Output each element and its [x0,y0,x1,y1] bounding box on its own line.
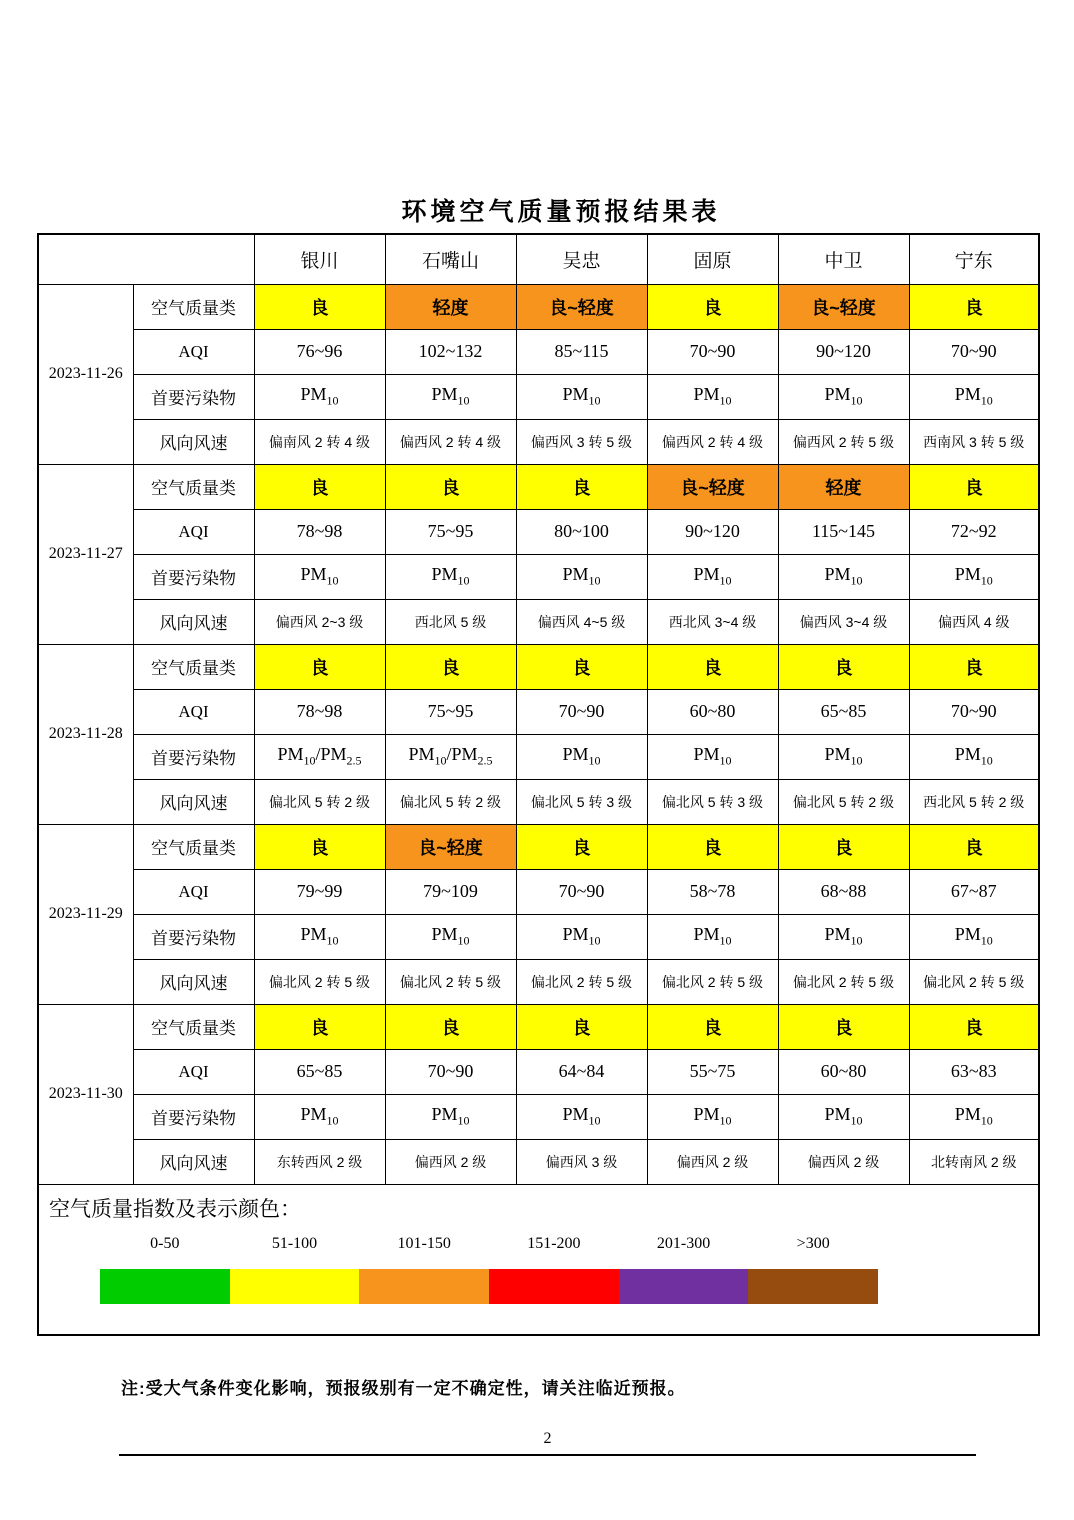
quality-cell: 良~轻度 [647,464,778,509]
aqi-cell: 70~90 [909,329,1039,374]
city-header-1: 石嘴山 [385,234,516,284]
row-label-pollutant: 首要污染物 [133,914,254,959]
city-header-2: 吴忠 [516,234,647,284]
aqi-cell: 60~80 [647,689,778,734]
pollutant-cell: $PM_{10}$ [647,374,778,419]
wind-cell: 西南风 3 转 5 级 [909,419,1039,464]
row-label-pollutant: 首要污染物 [133,734,254,779]
wind-cell: 偏西风 4~5 级 [516,599,647,644]
date-cell: 2023-11-26 [38,284,133,464]
quality-cell: 良 [647,284,778,329]
wind-cell: 偏北风 2 转 5 级 [909,959,1039,1004]
pollutant-cell: $PM_{10}$ [778,1094,909,1139]
wind-cell: 偏西风 3 级 [516,1139,647,1184]
corner-cell [38,234,254,284]
pollutant-cell: $PM_{10}/PM_{2.5}$ [385,734,516,779]
wind-cell: 东转西风 2 级 [254,1139,385,1184]
quality-cell: 良 [385,464,516,509]
aqi-color-swatch [748,1269,878,1304]
aqi-cell: 78~98 [254,689,385,734]
pollutant-cell: $PM_{10}$ [254,374,385,419]
pollutant-cell: $PM_{10}$ [254,914,385,959]
pollutant-cell: $PM_{10}$ [647,734,778,779]
aqi-cell: 70~90 [909,689,1039,734]
pollutant-cell: $PM_{10}$ [254,1094,385,1139]
legend-range-label: 101-150 [397,1234,451,1252]
pollutant-cell: $PM_{10}$ [516,914,647,959]
quality-cell: 良 [254,1004,385,1049]
wind-row [38,779,1039,824]
wind-cell: 偏北风 5 转 2 级 [778,779,909,824]
page-number: 2 [543,1430,552,1447]
quality-cell: 良 [516,464,647,509]
pollutant-cell: $PM_{10}$ [909,554,1039,599]
quality-row [38,284,1039,329]
aqi-cell: 70~90 [516,869,647,914]
quality-cell: 良~轻度 [385,824,516,869]
aqi-cell: 75~95 [385,689,516,734]
row-label-pollutant: 首要污染物 [133,374,254,419]
quality-cell: 良 [516,1004,647,1049]
aqi-cell: 72~92 [909,509,1039,554]
quality-cell: 良 [385,644,516,689]
quality-cell: 良 [254,284,385,329]
wind-row [38,959,1039,1004]
pollutant-cell: $PM_{10}$ [254,554,385,599]
date-cell: 2023-11-29 [38,824,133,1004]
pollutant-cell: $PM_{10}$ [909,914,1039,959]
quality-cell: 良 [909,284,1039,329]
quality-cell: 良 [647,824,778,869]
quality-cell: 良~轻度 [778,284,909,329]
wind-cell: 偏北风 5 转 2 级 [385,779,516,824]
pollutant-row [38,734,1039,779]
quality-cell: 良 [254,824,385,869]
legend-range-labels [100,1235,878,1253]
aqi-row [38,869,1039,914]
quality-row [38,464,1039,509]
quality-cell: 良 [254,464,385,509]
legend-row [38,1184,1039,1335]
quality-cell: 轻度 [778,464,909,509]
wind-row [38,419,1039,464]
city-header-3: 固原 [647,234,778,284]
row-label-aqi: AQI [133,329,254,374]
wind-cell: 偏西风 2 级 [647,1139,778,1184]
quality-cell: 良 [778,824,909,869]
aqi-cell: 65~85 [254,1049,385,1094]
legend-range-label: 201-300 [656,1234,711,1252]
wind-cell: 偏西风 3 转 5 级 [516,419,647,464]
aqi-cell: 70~90 [516,689,647,734]
wind-cell: 偏北风 2 转 5 级 [254,959,385,1004]
date-cell: 2023-11-30 [38,1004,133,1184]
wind-cell: 偏西风 3~4 级 [778,599,909,644]
legend-color-bar [100,1269,878,1304]
aqi-color-swatch [359,1269,489,1304]
quality-cell: 良 [647,644,778,689]
air-quality-forecast-table [37,233,1040,1336]
footnote: 注:受大气条件变化影响，预报级别有一定不确定性，请关注临近预报。 [121,1379,686,1398]
aqi-cell: 102~132 [385,329,516,374]
pollutant-cell: $PM_{10}$ [385,374,516,419]
aqi-cell: 78~98 [254,509,385,554]
wind-cell: 偏北风 2 转 5 级 [647,959,778,1004]
quality-cell: 良 [254,644,385,689]
quality-cell: 良 [909,1004,1039,1049]
aqi-cell: 60~80 [778,1049,909,1094]
quality-cell: 良 [516,824,647,869]
city-header-0: 银川 [254,234,385,284]
legend-range-label: >300 [796,1234,830,1252]
row-label-aqi: AQI [133,689,254,734]
aqi-cell: 80~100 [516,509,647,554]
row-label-pollutant: 首要污染物 [133,554,254,599]
footer-rule [119,1454,976,1456]
aqi-cell: 79~109 [385,869,516,914]
aqi-cell: 75~95 [385,509,516,554]
wind-cell: 偏西风 2~3 级 [254,599,385,644]
wind-row [38,599,1039,644]
aqi-cell: 90~120 [647,509,778,554]
aqi-color-swatch [100,1269,230,1304]
wind-cell: 偏北风 5 转 2 级 [254,779,385,824]
row-label-aqi: AQI [133,869,254,914]
pollutant-cell: $PM_{10}$ [516,554,647,599]
date-cell: 2023-11-28 [38,644,133,824]
quality-row [38,644,1039,689]
aqi-cell: 58~78 [647,869,778,914]
quality-cell: 良~轻度 [516,284,647,329]
row-label-quality: 空气质量类 [133,824,254,869]
wind-cell: 偏北风 2 转 5 级 [516,959,647,1004]
wind-cell: 偏西风 4 级 [909,599,1039,644]
aqi-cell: 70~90 [647,329,778,374]
pollutant-cell: $PM_{10}/PM_{2.5}$ [254,734,385,779]
pollutant-cell: $PM_{10}$ [778,374,909,419]
quality-cell: 良 [778,644,909,689]
row-label-quality: 空气质量类 [133,284,254,329]
pollutant-row [38,914,1039,959]
row-label-aqi: AQI [133,509,254,554]
row-label-quality: 空气质量类 [133,644,254,689]
pollutant-cell: $PM_{10}$ [516,1094,647,1139]
pollutant-cell: $PM_{10}$ [778,554,909,599]
quality-cell: 良 [516,644,647,689]
wind-cell: 偏北风 5 转 3 级 [647,779,778,824]
pollutant-cell: $PM_{10}$ [516,374,647,419]
quality-cell: 轻度 [385,284,516,329]
wind-cell: 偏北风 5 转 3 级 [516,779,647,824]
quality-cell: 良 [909,824,1039,869]
aqi-cell: 65~85 [778,689,909,734]
pollutant-cell: $PM_{10}$ [647,1094,778,1139]
aqi-cell: 64~84 [516,1049,647,1094]
quality-cell: 良 [385,1004,516,1049]
pollutant-cell: $PM_{10}$ [778,914,909,959]
aqi-row [38,329,1039,374]
row-label-aqi: AQI [133,1049,254,1094]
row-label-wind: 风向风速 [133,419,254,464]
aqi-cell: 68~88 [778,869,909,914]
wind-cell: 北转南风 2 级 [909,1139,1039,1184]
pollutant-row [38,1094,1039,1139]
aqi-cell: 63~83 [909,1049,1039,1094]
pollutant-row [38,554,1039,599]
wind-row [38,1139,1039,1184]
aqi-row [38,1049,1039,1094]
aqi-color-swatch [230,1269,360,1304]
aqi-row [38,509,1039,554]
quality-cell: 良 [647,1004,778,1049]
city-header-4: 中卫 [778,234,909,284]
wind-cell: 偏北风 2 转 5 级 [778,959,909,1004]
legend-range-label: 151-200 [527,1234,581,1252]
aqi-cell: 67~87 [909,869,1039,914]
aqi-color-legend [39,1185,1038,1334]
aqi-cell: 90~120 [778,329,909,374]
date-cell: 2023-11-27 [38,464,133,644]
quality-cell: 良 [778,1004,909,1049]
pollutant-cell: $PM_{10}$ [647,914,778,959]
pollutant-cell: $PM_{10}$ [909,374,1039,419]
pollutant-cell: $PM_{10}$ [778,734,909,779]
row-label-wind: 风向风速 [133,959,254,1004]
quality-cell: 良 [909,464,1039,509]
aqi-color-swatch [619,1269,749,1304]
aqi-cell: 55~75 [647,1049,778,1094]
wind-cell: 西北风 3~4 级 [647,599,778,644]
row-label-pollutant: 首要污染物 [133,1094,254,1139]
wind-cell: 偏南风 2 转 4 级 [254,419,385,464]
legend-range-label: 0-50 [150,1234,180,1252]
table-header-row [38,234,1039,284]
wind-cell: 西北风 5 转 2 级 [909,779,1039,824]
pollutant-cell: $PM_{10}$ [909,1094,1039,1139]
aqi-color-swatch [489,1269,619,1304]
wind-cell: 偏西风 2 级 [385,1139,516,1184]
aqi-cell: 79~99 [254,869,385,914]
quality-row [38,1004,1039,1049]
row-label-quality: 空气质量类 [133,464,254,509]
row-label-wind: 风向风速 [133,599,254,644]
pollutant-cell: $PM_{10}$ [516,734,647,779]
row-label-wind: 风向风速 [133,779,254,824]
quality-cell: 良 [909,644,1039,689]
aqi-cell: 85~115 [516,329,647,374]
pollutant-cell: $PM_{10}$ [385,1094,516,1139]
pollutant-cell: $PM_{10}$ [385,554,516,599]
pollutant-cell: $PM_{10}$ [647,554,778,599]
wind-cell: 西北风 5 级 [385,599,516,644]
wind-cell: 偏西风 2 级 [778,1139,909,1184]
aqi-cell: 76~96 [254,329,385,374]
aqi-cell: 70~90 [385,1049,516,1094]
row-label-quality: 空气质量类 [133,1004,254,1049]
wind-cell: 偏北风 2 转 5 级 [385,959,516,1004]
city-header-5: 宁东 [909,234,1039,284]
legend-range-label: 51-100 [271,1234,318,1252]
aqi-row [38,689,1039,734]
aqi-cell: 115~145 [778,509,909,554]
legend-cell [38,1184,1039,1335]
wind-cell: 偏西风 2 转 4 级 [385,419,516,464]
pollutant-cell: $PM_{10}$ [909,734,1039,779]
wind-cell: 偏西风 2 转 4 级 [647,419,778,464]
wind-cell: 偏西风 2 转 5 级 [778,419,909,464]
legend-title: 空气质量指数及表示颜色： [49,1197,301,1221]
pollutant-row [38,374,1039,419]
page-title: 环境空气质量预报结果表 [401,199,721,226]
pollutant-cell: $PM_{10}$ [385,914,516,959]
quality-row [38,824,1039,869]
row-label-wind: 风向风速 [133,1139,254,1184]
